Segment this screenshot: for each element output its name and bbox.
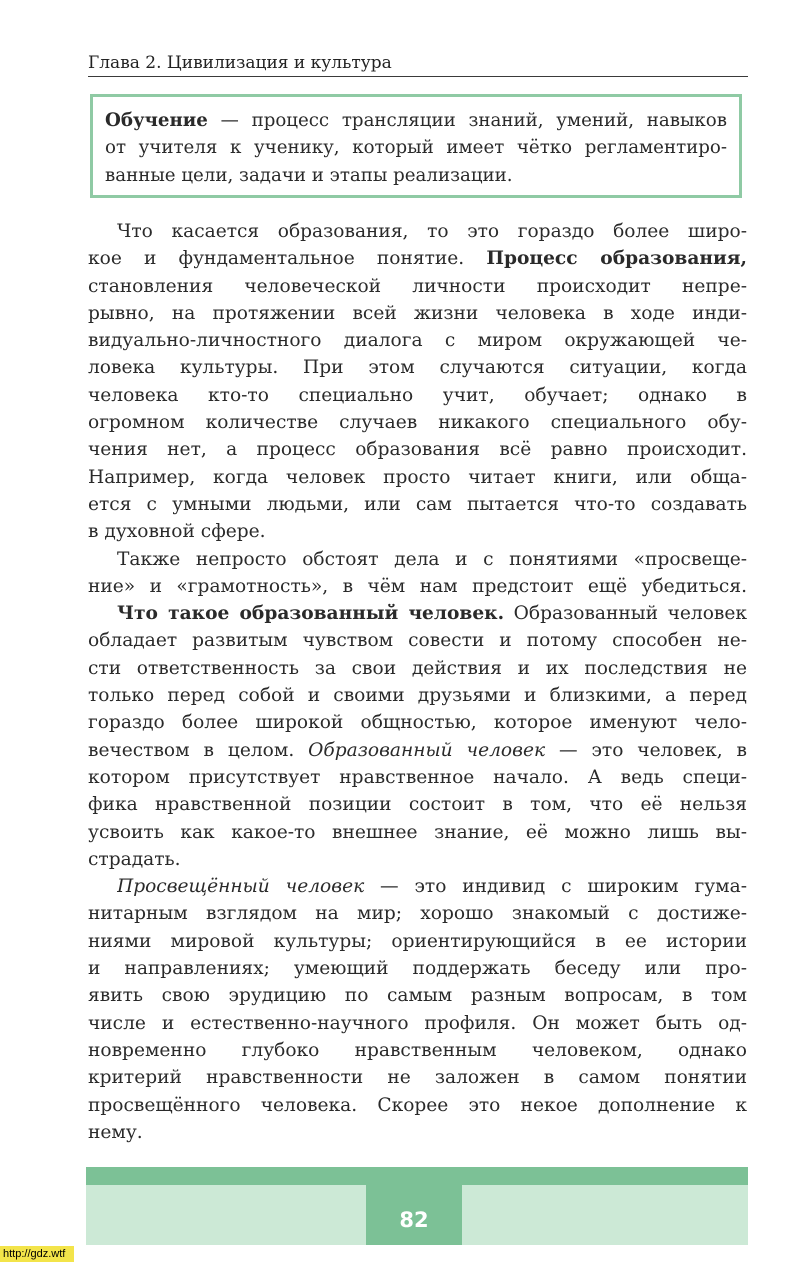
text-line: Просвещённый человек — это индивид с широким гума- bbox=[117, 876, 747, 898]
text-line: вечеством в целом. Образованный человек — это человек, в bbox=[88, 739, 747, 761]
text-line: числе и естественно-научного профиля. Он может быть од- bbox=[88, 1012, 747, 1034]
definition-line-1: Обучение — процесс трансляции знаний, умений, навыков bbox=[105, 110, 727, 131]
text-line: Что такое образованный человек. Образованный человек bbox=[117, 603, 747, 625]
text-line: гораздо более широкой общностью, которое именуют чело- bbox=[88, 712, 747, 734]
text-line: Также непросто обстоят дела и с понятиями «просвеще- bbox=[117, 548, 747, 570]
text-line: огромном количестве случаев никакого специального обу- bbox=[88, 412, 747, 434]
definition-line-2: от учителя к ученику, который имеет чётко регламентиро- bbox=[105, 137, 727, 159]
text-line: просвещённого человека. Скорее это некое дополнение к bbox=[88, 1094, 747, 1116]
main-text bbox=[88, 218, 747, 1146]
text-line: чения нет, а процесс образования всё равно происходит. bbox=[88, 439, 747, 461]
text-line: страдать. bbox=[88, 848, 181, 870]
chapter-header: Глава 2. Цивилизация и культура bbox=[88, 52, 748, 77]
text-line: обладает развитым чувством совести и потому способен не- bbox=[88, 630, 747, 652]
text-line: ется с умными людьми, или сам пытается что-то создавать bbox=[88, 493, 747, 515]
definition-box bbox=[90, 94, 742, 198]
text-line: усвоить как какое-то внешнее знание, её можно лишь вы- bbox=[88, 821, 747, 843]
text-line: новременно глубоко нравственным человеком, однако bbox=[88, 1039, 747, 1061]
text-line: в духовной сфере. bbox=[88, 521, 266, 543]
text-line: котором присутствует нравственное начало. А ведь специ- bbox=[88, 766, 747, 788]
text-line: кое и фундаментальное понятие. Процесс образования, bbox=[88, 248, 747, 270]
text-line: и направлениях; умеющий поддержать беседу или про- bbox=[88, 958, 747, 980]
page-number: 82 bbox=[399, 1208, 429, 1232]
text-line: Например, когда человек просто читает книги, или обща- bbox=[88, 466, 747, 488]
text-line: только перед собой и своими друзьями и близкими, а перед bbox=[88, 685, 747, 707]
text-line: сти ответственность за свои действия и их последствия не bbox=[88, 657, 747, 679]
text-line: видуально-личностного диалога с миром окружающей че- bbox=[88, 330, 747, 352]
text-line: становления человеческой личности происходит непре- bbox=[88, 275, 747, 297]
watermark-link[interactable]: http://gdz.wtf bbox=[0, 1246, 74, 1262]
text-line: нитарным взглядом на мир; хорошо знакомый с достиже- bbox=[88, 903, 747, 925]
text-line: рывно, на протяжении всей жизни человека в ходе инди- bbox=[88, 302, 747, 324]
text-line: Что касается образования, то это гораздо более широ- bbox=[117, 221, 747, 242]
section-heading: Что такое образованный человек. bbox=[117, 603, 505, 625]
definition-term: Обучение bbox=[105, 110, 208, 131]
text-line: фика нравственной позиции состоит в том, что её нельзя bbox=[88, 794, 747, 816]
text-line: явить свою эрудицию по самым разным вопросам, в том bbox=[88, 985, 747, 1007]
text-line: ловека культуры. При этом случаются ситуации, когда bbox=[88, 357, 747, 379]
footer-stripe bbox=[86, 1167, 748, 1185]
text-line: ние» и «грамотность», в чём нам предстоит ещё убедиться. bbox=[88, 575, 747, 597]
text-line: критерий нравственности не заложен в самом понятии bbox=[88, 1067, 747, 1089]
text-line: человека кто-то специально учит, обучает; однако в bbox=[88, 384, 747, 406]
text-line: ниями мировой культуры; ориентирующийся в ее истории bbox=[88, 930, 747, 952]
text-line: нему. bbox=[88, 1121, 143, 1143]
definition-line-3: ванные цели, задачи и этапы реализации. bbox=[105, 164, 513, 186]
